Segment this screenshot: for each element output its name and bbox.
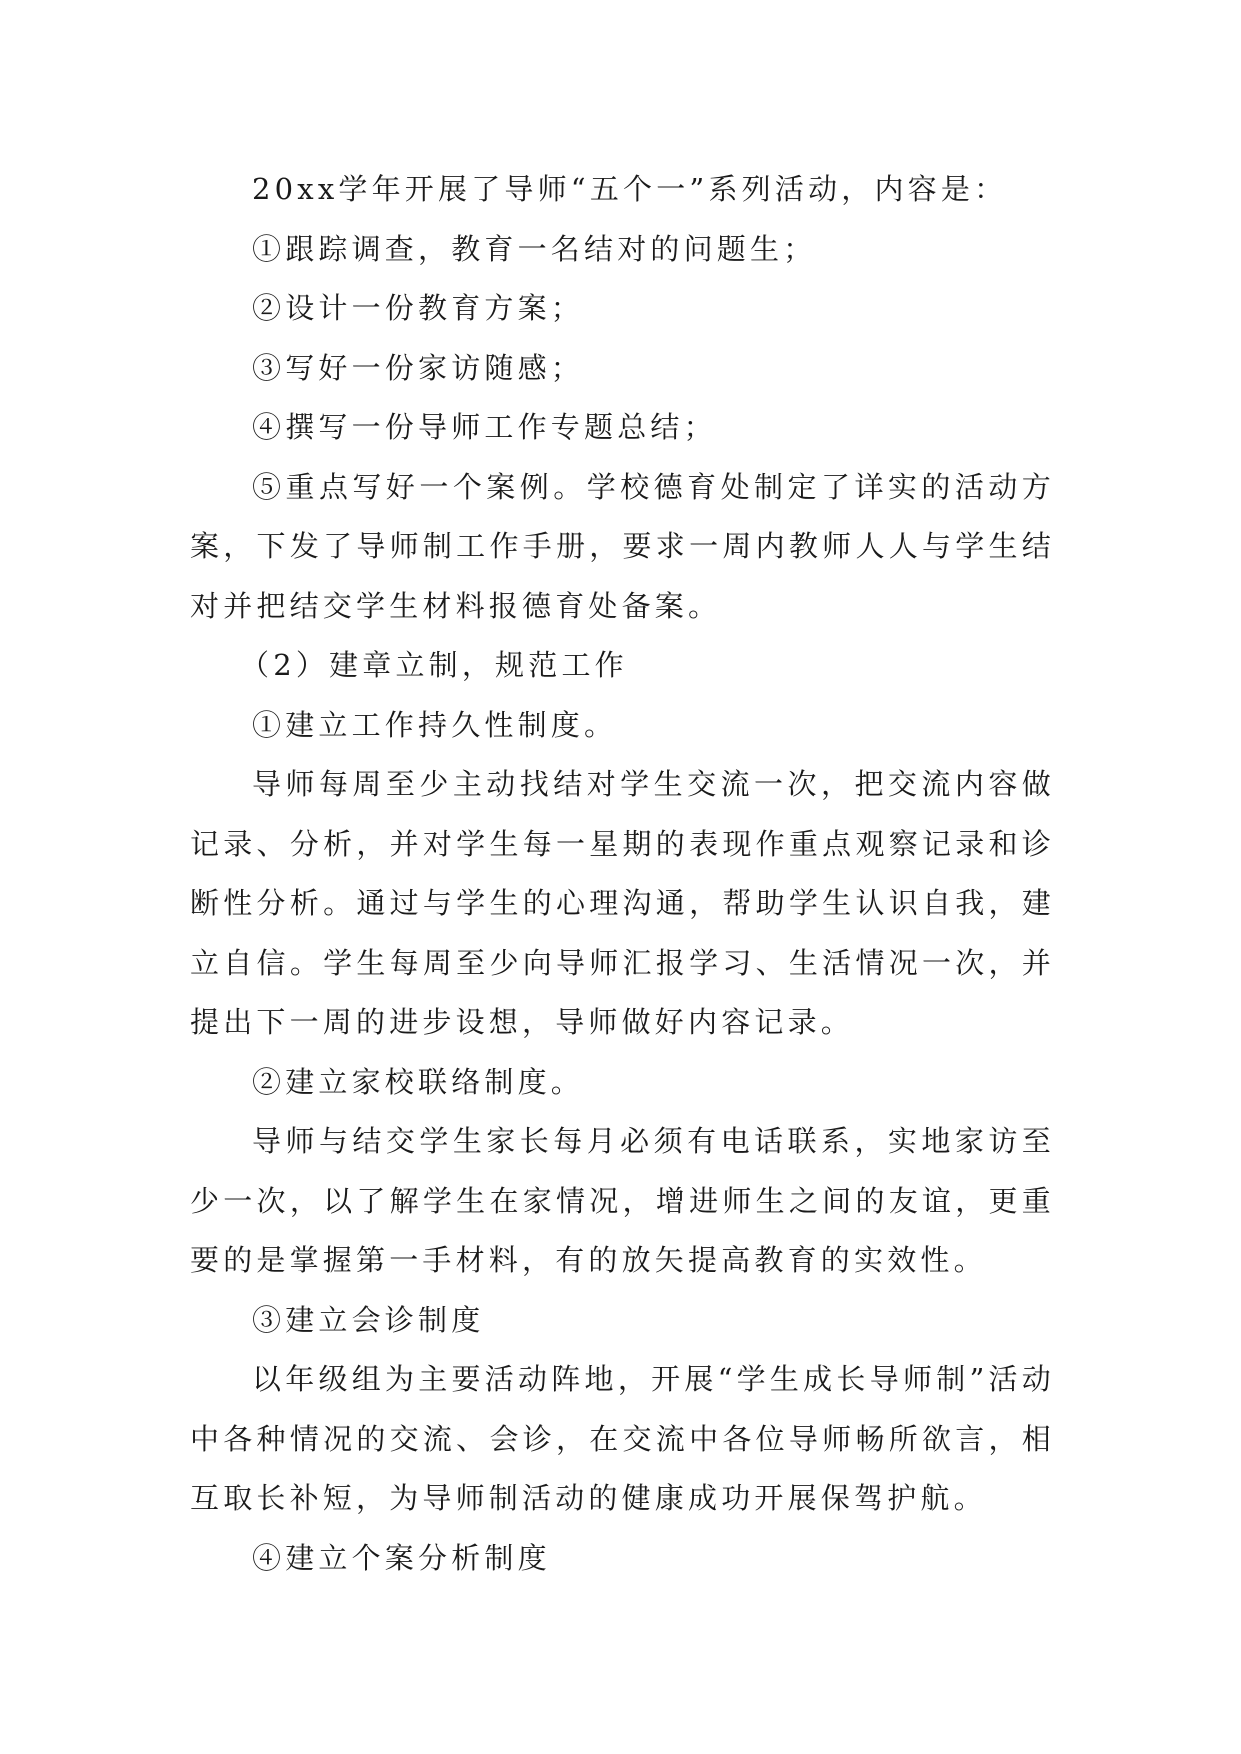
paragraph-body-3: 以年级组为主要活动阵地，开展“学生成长导师制”活动中各种情况的交流、会诊，在交流中各位导师畅所欲言，相互取长补短，为导师制活动的健康成功开展保驾护航。 xyxy=(190,1362,1055,1515)
section-heading: （2）建章立制，规范工作 xyxy=(240,648,628,682)
subheading-1: ①建立工作持久性制度。 xyxy=(252,707,618,742)
paragraph-body-1: 导师每周至少主动找结对学生交流一次，把交流内容做记录、分析，并对学生每一星期的表现作重点观察记录和诊断性分析。通过与学生的心理沟通，帮助学生认识自我，建立自信。学生每周至少向导师汇报学习、生活情况一次，并提出下一周的进步设想，导师做好内容记录。 xyxy=(190,767,1055,1039)
subheading-3: ③建立会诊制度 xyxy=(252,1302,485,1337)
list-item-4: ④撰写一份导师工作专题总结； xyxy=(252,410,717,444)
paragraph-body-2: 导师与结交学生家长每月必须有电话联系，实地家访至少一次，以了解学生在家情况，增进师生之间的友谊，更重要的是掌握第一手材料，有的放矢提高教育的实效性。 xyxy=(190,1124,1055,1277)
list-item-1: ①跟踪调查，教育一名结对的问题生； xyxy=(252,231,817,266)
paragraph-intro: 20xx学年开展了导师“五个一”系列活动，内容是： xyxy=(252,172,1008,206)
list-item-2: ②设计一份教育方案； xyxy=(252,291,585,325)
list-item-3: ③写好一份家访随感； xyxy=(252,350,585,385)
subheading-4: ④建立个案分析制度 xyxy=(252,1540,551,1575)
document-body xyxy=(190,160,1055,1588)
subheading-2: ②建立家校联络制度。 xyxy=(252,1064,585,1099)
list-item-5: ⑤重点写好一个案例。学校德育处制定了详实的活动方案，下发了导师制工作手册，要求一周内教师人人与学生结对并把结交学生材料报德育处备案。 xyxy=(190,469,1055,623)
